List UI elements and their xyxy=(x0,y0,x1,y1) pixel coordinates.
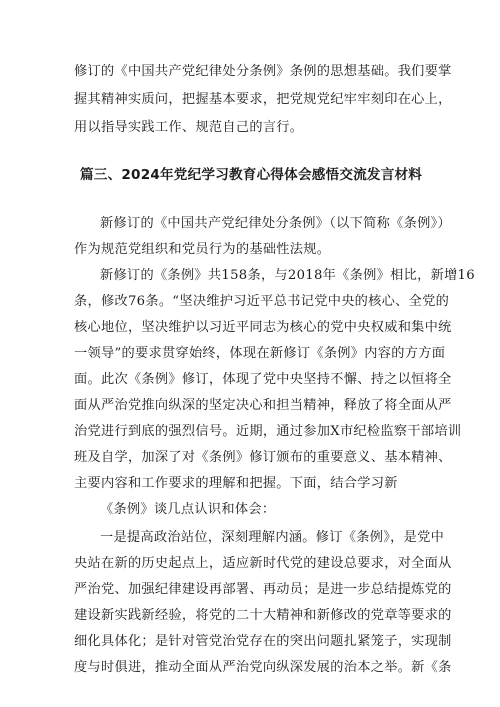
paragraph-line: 核心地位，坚决维护以习近平同志为核心的党中央权威和集中统 xyxy=(74,320,452,335)
intro-line-2: 握其精神实质问，把握基本要求，把党规党纪牢牢刻印在心上， xyxy=(74,92,452,107)
paragraph-line: 新修订的《中国共产党纪律处分条例》（以下简称《条例》） xyxy=(100,216,451,231)
paragraph-line: 班及自学，加深了对《条例》修订颁布的重要意义、基本精神、 xyxy=(74,450,452,465)
paragraph-line: 作为规范党组织和党员行为的基础性法规。 xyxy=(74,242,331,257)
section-heading: 篇三、2024年党纪学习教育心得体会感悟交流发言材料 xyxy=(80,167,423,183)
paragraph-line: 严治党、加强纪律建设再部署、再动员；是进一步总结提炼党的 xyxy=(74,582,452,597)
paragraph-line: 主要内容和工作要求的理解和把握。下面，结合学习新 xyxy=(74,476,398,491)
paragraph-line: 一是提高政治站位，深刻理解内涵。修订《条例》，是党中 xyxy=(100,530,445,545)
paragraph-line: 度与时俱进，推动全面从严治党向纵深发展的治本之举。新《条 xyxy=(74,660,452,675)
paragraph-line: 《条例》谈几点认识和体会： xyxy=(100,502,276,517)
paragraph-line: 面。此次《条例》修订，体现了党中央坚持不懈、持之以恒将全 xyxy=(74,372,452,387)
paragraph-line: 建设新实践新经验，将党的二十大精神和新修改的党章等要求的 xyxy=(74,608,452,623)
paragraph-line: 一领导”的要求贯穿始终，体现在新修订《条例》内容的方方面 xyxy=(74,346,446,361)
paragraph-line: 央站在新的历史起点上，适应新时代党的建设总要求，对全面从 xyxy=(74,556,452,571)
intro-line-1: 修订的《中国共产党纪律处分条例》条例的思想基础。我们要掌 xyxy=(74,64,452,79)
paragraph-line: 细化具体化；是针对管党治党存在的突出问题扎紧笼子，实现制 xyxy=(74,634,452,649)
paragraph-line: 新修订的《条例》共158条，与2018年《条例》相比，新增16 xyxy=(100,268,475,283)
paragraph-line: 治党进行到底的强烈信号。近期，通过参加X市纪检监察干部培训 xyxy=(74,424,462,439)
paragraph-line: 条，修改76条。“坚决维护习近平总书记党中央的核心、全党的 xyxy=(74,294,450,309)
intro-line-3: 用以指导实践工作、规范自己的言行。 xyxy=(74,120,304,135)
paragraph-line: 面从严治党推向纵深的坚定决心和担当精神，释放了将全面从严 xyxy=(74,398,452,413)
